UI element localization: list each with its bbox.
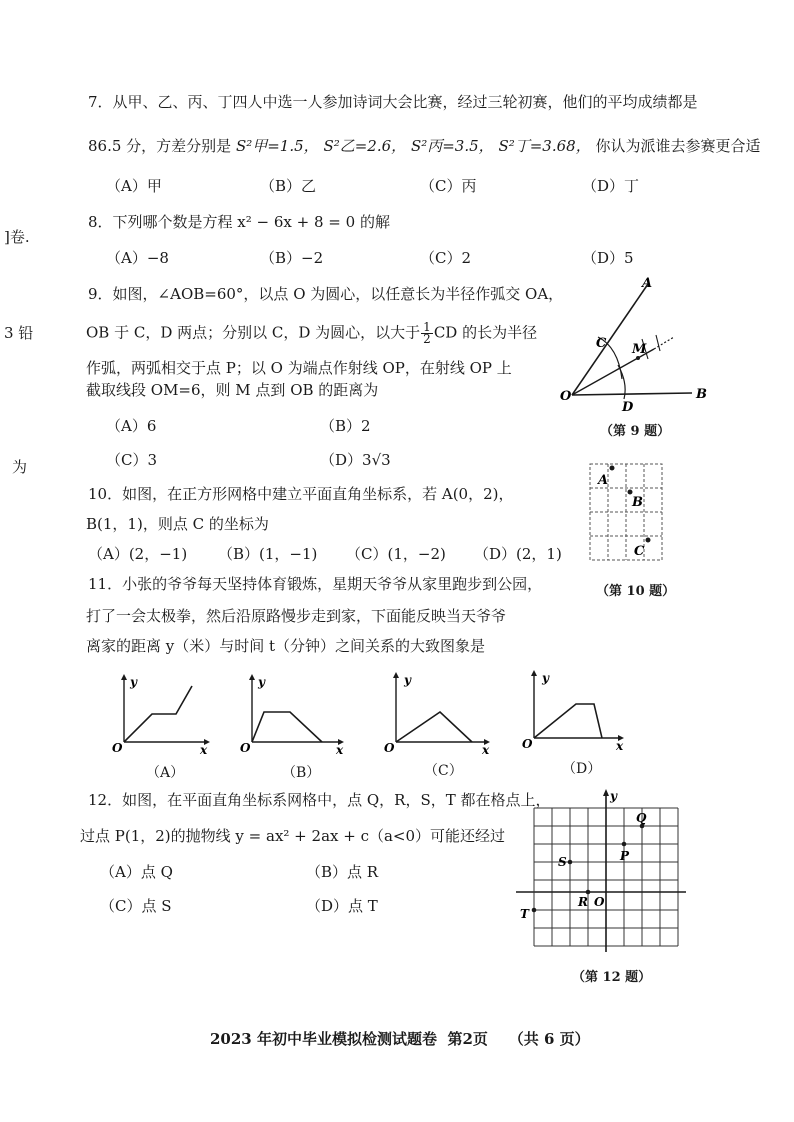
- q9-figure-caption: （第 9 题）: [600, 424, 671, 439]
- q7-variance-jia: S²甲=1.5，: [235, 137, 319, 155]
- q8-option-b[interactable]: （B）−2: [260, 249, 324, 267]
- q10-option-a[interactable]: （A）(2，−1): [88, 545, 188, 563]
- q9-stem-line4: 截取线段 OM=6，则 M 点到 OB 的距离为: [86, 381, 379, 399]
- origin-label: O: [112, 741, 123, 755]
- margin-fragment-1: ]卷.: [4, 228, 30, 246]
- q12-stem-line1: 12．如图，在平面直角坐标系网格中，点 Q，R，S，T 都在格点上，: [88, 791, 551, 809]
- point-p: [622, 842, 627, 847]
- point-s: [568, 860, 573, 865]
- q7-option-d[interactable]: （D）丁: [582, 177, 640, 195]
- label-a: A: [598, 473, 609, 488]
- label-m: M: [632, 342, 647, 357]
- q11-graph-b-label[interactable]: （B）: [282, 765, 321, 781]
- y-arrow-icon: [249, 674, 255, 680]
- point-a: [610, 466, 615, 471]
- label-r: R: [578, 895, 588, 909]
- q7-option-a[interactable]: （A）甲: [106, 177, 162, 195]
- point-b: [628, 490, 633, 495]
- q7-option-c[interactable]: （C）丙: [420, 177, 477, 195]
- y-arrow-icon: [603, 789, 609, 796]
- label-s: S: [558, 855, 567, 869]
- label-t: T: [520, 907, 529, 921]
- y-label: y: [130, 675, 137, 689]
- origin-label: O: [522, 737, 533, 751]
- q12-stem-line2: 过点 P(1，2)的抛物线 y = ax² + 2ax + c（a<0）可能还经过: [80, 827, 506, 845]
- q11-graph-a-label[interactable]: （A）: [146, 765, 185, 781]
- arc-mark-2: [656, 335, 660, 351]
- q11-graph-d-label[interactable]: （D）: [562, 761, 602, 777]
- y-label: y: [404, 673, 411, 687]
- q10-figure-caption: （第 10 题）: [596, 584, 676, 599]
- graph-line: [252, 712, 322, 742]
- label-q: Q: [636, 811, 647, 825]
- q8-option-c[interactable]: （C）2: [420, 249, 472, 267]
- x-label: x: [336, 743, 344, 756]
- q7-stem-line2: [88, 136, 761, 156]
- q10-figure: [588, 462, 668, 566]
- q10-option-c[interactable]: （C）(1，−2): [346, 545, 446, 563]
- page-footer: [210, 1028, 590, 1049]
- point-r: [586, 890, 591, 895]
- q7-variance-ding: S²丁=3.68，: [498, 137, 591, 155]
- label-c: C: [634, 544, 645, 559]
- label-p: P: [620, 849, 630, 863]
- label-b: B: [632, 495, 643, 510]
- q9-option-d[interactable]: （D）3√3: [320, 451, 391, 469]
- label-b: B: [696, 387, 707, 402]
- q11-stem-line2: 打了一会太极拳，然后沿原路慢步走到家，下面能反映当天爷爷: [86, 607, 507, 625]
- q9-stem-line2: [86, 322, 537, 345]
- q7-line2-end: 你认为派谁去参赛更合适: [595, 137, 761, 155]
- point-t: [532, 908, 537, 913]
- q7-option-b[interactable]: （B）乙: [260, 177, 317, 195]
- q8-option-a[interactable]: （A）−8: [106, 249, 169, 267]
- q9-option-c[interactable]: （C）3: [106, 451, 158, 469]
- q7-stem-line1: 7．从甲、乙、丙、丁四人中选一人参加诗词大会比赛，经过三轮初赛，他们的平均成绩都是: [88, 93, 698, 111]
- q12-option-d[interactable]: （D）点 T: [306, 897, 378, 915]
- y-arrow-icon: [531, 670, 537, 676]
- label-a: A: [642, 276, 653, 291]
- y-arrow-icon: [393, 672, 399, 678]
- q9-stem-line1: 9．如图，∠AOB=60°，以点 O 为圆心，以任意长为半径作弧交 OA，: [88, 285, 564, 303]
- q9-figure: [556, 275, 716, 425]
- q10-option-b[interactable]: （B）(1，−1): [218, 545, 318, 563]
- label-d: D: [622, 400, 634, 415]
- origin-label: O: [240, 741, 251, 755]
- q11-graph-a: [104, 672, 216, 756]
- q12-figure-caption: （第 12 题）: [572, 970, 652, 985]
- footer-total: （共 6 页）: [508, 1030, 590, 1048]
- q8-option-d[interactable]: （D）5: [582, 249, 634, 267]
- q12-figure: [510, 786, 690, 958]
- q9-frac-num: 1: [423, 320, 431, 334]
- q12-option-b[interactable]: （B）点 R: [306, 863, 379, 881]
- footer-title: 2023 年初中毕业模拟检测试题卷: [210, 1030, 437, 1048]
- graph-line: [124, 686, 192, 742]
- q9-stem-line3: 作弧，两弧相交于点 P；以 O 为端点作射线 OP，在射线 OP 上: [86, 359, 512, 377]
- y-label: y: [542, 671, 549, 685]
- label-o: O: [594, 895, 605, 909]
- point-c: [646, 538, 651, 543]
- q10-option-d[interactable]: （D）(2，1): [474, 545, 562, 563]
- q9-option-b[interactable]: （B）2: [320, 417, 371, 435]
- q7-variance-yi: S²乙=2.6，: [323, 137, 407, 155]
- margin-fragment-3: 为: [12, 458, 28, 476]
- origin-label: O: [384, 741, 395, 755]
- x-label: x: [482, 743, 490, 756]
- margin-fragment-2: 3 铅: [4, 324, 34, 342]
- q11-graph-d: [514, 666, 634, 754]
- q9-line2-end: CD 的长为半径: [433, 323, 538, 342]
- q11-graph-c-label[interactable]: （C）: [424, 763, 463, 779]
- footer-page: 第2页: [447, 1030, 488, 1048]
- q9-option-a[interactable]: （A）6: [106, 417, 157, 435]
- q7-variance-bing: S²丙=3.5，: [410, 137, 494, 155]
- y-arrow-icon: [121, 674, 127, 680]
- q12-option-c[interactable]: （C）点 S: [100, 897, 172, 915]
- q11-stem-line1: 11．小张的爷爷每天坚持体育锻炼，星期天爷爷从家里跑步到公园，: [88, 575, 543, 593]
- q10-stem-line2: B(1，1)，则点 C 的坐标为: [86, 515, 269, 533]
- q10-stem-line1: 10．如图，在正方形网格中建立平面直角坐标系，若 A(0，2)，: [88, 485, 514, 503]
- y-label: y: [610, 789, 617, 803]
- ray-ob: [572, 393, 692, 395]
- x-label: x: [616, 739, 624, 753]
- q9-line2-start: OB 于 C，D 两点；分别以 C，D 为圆心，以大于: [86, 323, 421, 342]
- graph-line: [396, 712, 472, 742]
- q11-graph-b: [232, 672, 352, 756]
- q9-frac-den: 2: [423, 332, 431, 346]
- q11-graph-c: [376, 668, 496, 756]
- q9-fraction: [421, 322, 433, 345]
- label-o: O: [560, 389, 572, 404]
- graph-line: [534, 704, 602, 738]
- q7-line2-start: 86.5 分，方差分别是: [88, 137, 236, 155]
- q12-option-a[interactable]: （A）点 Q: [100, 863, 173, 881]
- x-label: x: [200, 743, 208, 756]
- y-label: y: [258, 675, 265, 689]
- q11-stem-line3: 离家的距离 y（米）与时间 t（分钟）之间关系的大致图象是: [86, 637, 486, 655]
- label-c: C: [596, 336, 607, 351]
- q8-stem: 8．下列哪个数是方程 x² − 6x + 8 = 0 的解: [88, 213, 390, 231]
- ray-oa: [572, 284, 648, 395]
